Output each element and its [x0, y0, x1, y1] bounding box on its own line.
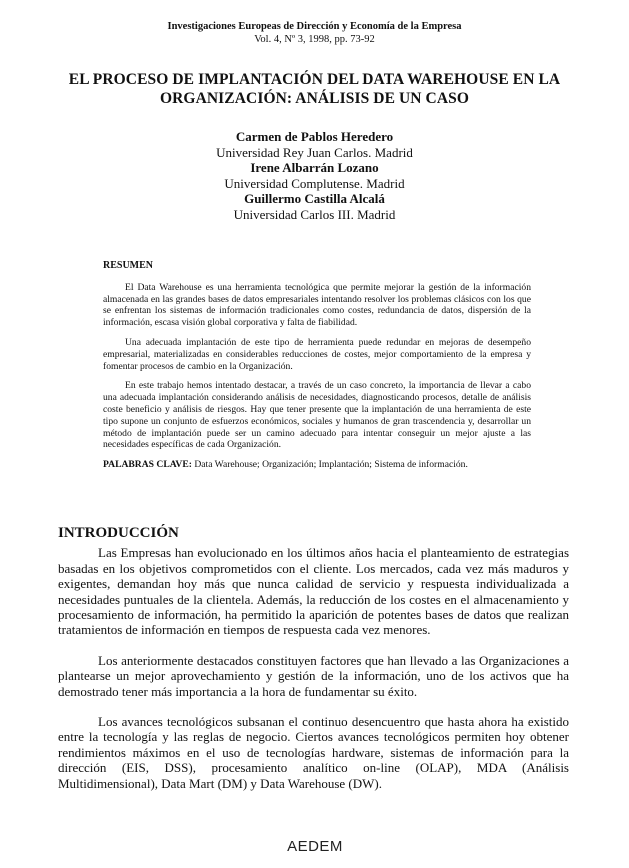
author-name: Carmen de Pablos Heredero [235, 129, 394, 144]
journal-header [0, 20, 629, 46]
body-paragraph: Los avances tecnológicos subsanan el continuo desencuentro que hasta ahora ha existido entre la tecnología y las reglas de negocio. Ciertos avances tecnológicos permiten hoy obtener rendimientos máximos en el uso de tecnologías hardware, sistemas de información para la dirección (EIS, DSS), procesamiento analítico on-line (OLAP), MDA (Análisis Multidimensional), Data Mart (DM) y Data Warehouse (DW). [58, 714, 569, 791]
author-block [0, 129, 629, 222]
body-paragraph: Los anteriormente destacados constituyen factores que han llevado a las Organizaciones a plantearse un mejor aprovechamiento y gestión de la información, uno de los activos que ha demostrado tener más importancia a la hora de fundamentar su éxito. [58, 652, 569, 699]
abstract-paragraph: En este trabajo hemos intentado destacar, a través de un caso concreto, la importancia de llevar a cabo una adecuada implantación considerando análisis de necesidades, diagnosticando procesos, detalle de análisis coste beneficio y análisis de riesgos. Hay que tener presente que la implantación de una herramienta de este tipo supone un conjunto de esfuerzos económicos, sociales y humanos de gran trascendencia y, desarrollar un método de implantación puede ser un camino adecuado para intentar conseguir un mejor ajuste a las necesidades específicas de cada Organización. [103, 380, 531, 451]
journal-name: Investigaciones Europeas de Dirección y Economía de la Empresa [167, 21, 462, 32]
footer-logo [0, 833, 629, 862]
section-heading: INTRODUCCIÓN [58, 525, 179, 541]
abstract-paragraph: Una adecuada implantación de este tipo de herramienta puede redundar en mejoras de desempeño empresarial, materializadas en considerables reducciones de costes, mejor comportamiento de la empresa y fomentar procesos de cambio en la Organización. [103, 336, 531, 372]
author-affiliation: Universidad Rey Juan Carlos. Madrid [216, 144, 413, 160]
keywords-label: PALABRAS CLAVE: [103, 459, 192, 471]
author-name: Guillermo Castilla Alcalá [244, 191, 385, 206]
aedem-logo-text: AEDEM [286, 838, 343, 855]
author-affiliation: Universidad Complutense. Madrid [224, 175, 405, 191]
aedem-logo-icon [280, 833, 350, 857]
author-name: Irene Albarrán Lozano [250, 160, 379, 175]
introduction-section [58, 526, 569, 806]
author-affiliation: Universidad Carlos III. Madrid [233, 206, 396, 222]
paper-title: EL PROCESO DE IMPLANTACIÓN DEL DATA WAREHOUSE EN LA ORGANIZACIÓN: ANÁLISIS DE UN CASO [68, 71, 561, 107]
body-paragraph: Las Empresas han evolucionado en los últimos años hacia el planteamiento de estrategias basadas en los objetivos comprometidos con el cliente. Los mercados, cada vez más maduros y exigentes, demandan hoy más que nunca calidad de servicio y respuesta individualizada a necesidades puntuales de la clientela. Además, la reducción de los costes en el almacenamiento y procesamiento de información, ha permitido la aparición de potentes bases de datos que realizan tratamientos de información en tiempos de respuesta cada vez menores. [58, 545, 569, 638]
abstract-section [103, 260, 531, 479]
keywords-line [103, 459, 531, 471]
abstract-paragraph: El Data Warehouse es una herramienta tecnológica que permite mejorar la gestión de la información almacenada en las grandes bases de datos empresariales intentando resolver los problemas clásicos con los que se enfrentan los sistemas de información tradicionales como costes, redundancia de datos, dispersión de la información, escasa visión global corporativa y falta de fiabilidad. [103, 281, 531, 329]
abstract-heading: RESUMEN [103, 260, 154, 271]
keywords-list: Data Warehouse; Organización; Implantación; Sistema de información. [194, 459, 468, 471]
volume-info: Vol. 4, Nº 3, 1998, pp. 73-92 [254, 34, 375, 45]
